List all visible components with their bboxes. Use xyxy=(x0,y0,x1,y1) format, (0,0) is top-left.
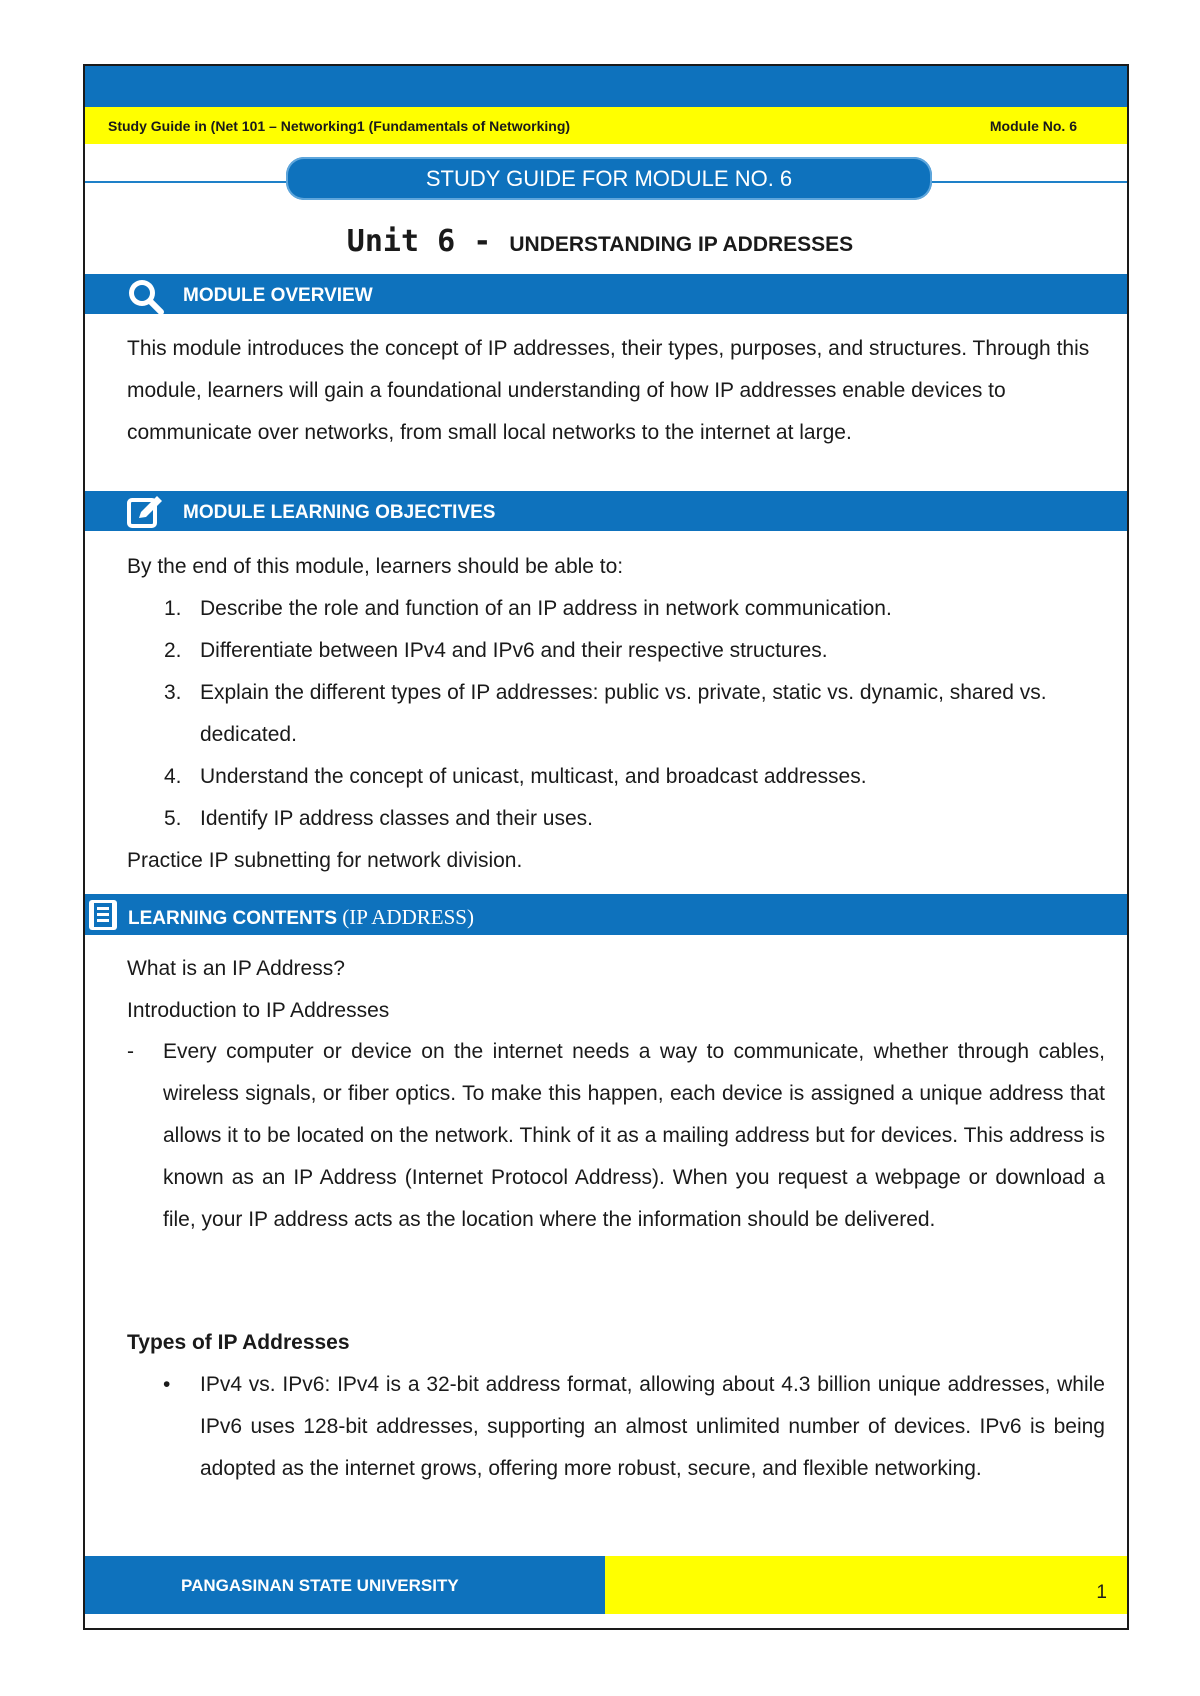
footer-page xyxy=(605,1556,1127,1614)
objectives-intro: By the end of this module, learners should be able to: xyxy=(127,555,624,578)
study-guide-title: STUDY GUIDE FOR MODULE NO. 6 xyxy=(286,157,932,200)
header-strip xyxy=(85,107,1127,144)
objectives-list xyxy=(127,588,1087,840)
section-module-overview xyxy=(85,274,1127,314)
list-item: 4. Understand the concept of unicast, multicast, and broadcast addresses. xyxy=(164,765,867,788)
intro-paragraph: Every computer or device on the internet needs a way to communicate, whether through cables, wireless signals, or fiber optics. To make this happen, each device is assigned a unique address that allows it to be located on the network. Think of it as a mailing address but for devices. This address is known as an IP Address (Internet Protocol Address). When you request a webpage or download a file, your IP address acts as the location where the information should be delivered. xyxy=(163,1040,1105,1231)
title-rule-right xyxy=(928,181,1127,183)
section-label: LEARNING CONTENTS (IP ADDRESS) xyxy=(128,905,474,929)
unit-name: UNDERSTANDING IP ADDRESSES xyxy=(509,233,854,256)
title-rule-left xyxy=(85,181,290,183)
header-module-number: Module No. 6 xyxy=(989,118,1077,134)
list-item: 1. Describe the role and function of an IP address in network communication. xyxy=(164,597,892,620)
section-label: MODULE OVERVIEW xyxy=(183,285,373,306)
contents-question: What is an IP Address? xyxy=(127,957,345,980)
contents-intro-heading: Introduction to IP Addresses xyxy=(127,999,390,1022)
footer-university xyxy=(85,1556,605,1614)
header-course-title: Study Guide in (Net 101 – Networking1 (Fundamentals of Networking) xyxy=(108,118,571,134)
section-learning-objectives xyxy=(85,491,1127,531)
types-heading: Types of IP Addresses xyxy=(127,1331,350,1354)
magnifier-icon xyxy=(125,276,167,320)
page-number: 1 xyxy=(1096,1582,1107,1603)
ipv4-ipv6-paragraph: IPv4 vs. IPv6: IPv4 is a 32-bit address format, allowing about 4.3 billion unique addresses, while IPv6 uses 128-bit addresses, supporting an almost unlimited number of devices. IPv6 is being adopted as the internet grows, offering more robust, secure, and flexible networking. xyxy=(200,1373,1105,1480)
list-item: 2. Differentiate between IPv4 and IPv6 and their respective structures. xyxy=(164,639,828,662)
overview-paragraph: This module introduces the concept of IP addresses, their types, purposes, and structures. Through this module, learners will gain a foundational understanding of how IP addresses enable devices to communicate over networks, from small local networks to the internet at large. xyxy=(127,337,1090,444)
objectives-outro: Practice IP subnetting for network division. xyxy=(127,849,523,872)
list-item: 5. Identify IP address classes and their uses. xyxy=(164,807,593,830)
unit-number: Unit 6 - xyxy=(346,224,510,259)
unit-title xyxy=(0,224,1200,259)
pencil-note-icon xyxy=(127,494,165,534)
list-item: 3. Explain the different types of IP addresses: public vs. private, static vs. dynamic, shared vs. dedicated. xyxy=(164,681,1047,746)
section-learning-contents xyxy=(85,894,1127,935)
document-icon xyxy=(87,898,119,938)
top-band xyxy=(85,66,1127,107)
university-name: PANGASINAN STATE UNIVERSITY xyxy=(181,1576,459,1595)
section-label: MODULE LEARNING OBJECTIVES xyxy=(183,502,496,523)
